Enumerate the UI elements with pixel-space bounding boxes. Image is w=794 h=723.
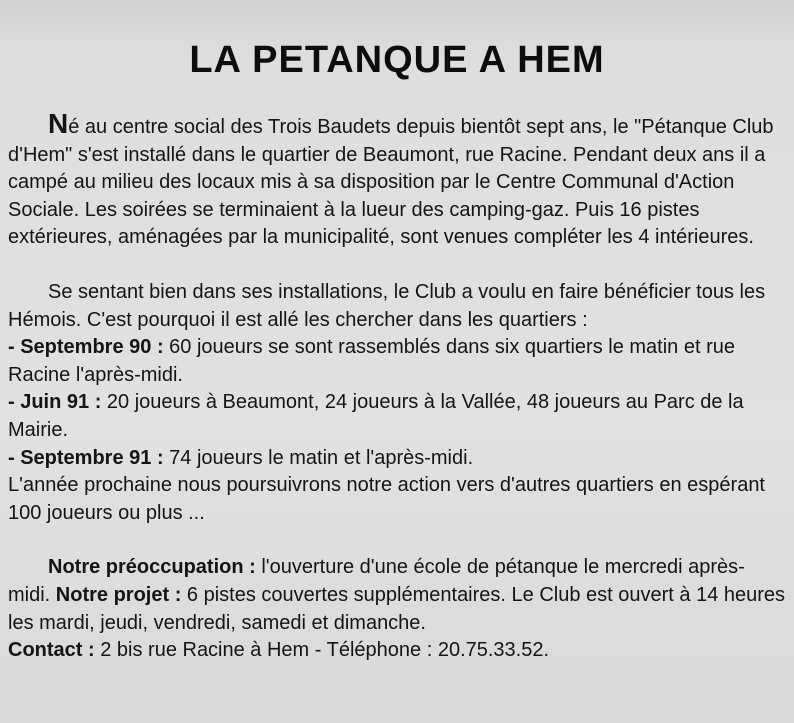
project-text: 6 pistes couvertes supplémentaires. Le Club est ouvert à 14 heures les mardi, jeudi, vendredi, samedi et dimanche. bbox=[8, 583, 786, 634]
list-item-label: - Septembre 90 : bbox=[8, 336, 164, 359]
contact-line bbox=[8, 637, 786, 665]
paragraph-2-intro: Se sentant bien dans ses installations, le Club a voulu en faire bénéficier tous les Hémois. C'est pourquoi il est allé les chercher dans les quartiers : bbox=[8, 280, 766, 331]
concern-text: l'ouverture d'une école de pétanque le mercredi après-midi. bbox=[8, 556, 745, 606]
list-item-text: 20 joueurs à Beaumont, 24 joueurs à la Vallée, 48 joueurs au Parc de la Mairie. bbox=[8, 391, 744, 441]
contact-label: Contact : bbox=[8, 639, 95, 662]
drop-cap: N bbox=[48, 108, 69, 139]
list-item-september-90 bbox=[8, 334, 786, 389]
list-item-text: 74 joueurs le matin et l'après-midi. bbox=[163, 446, 474, 469]
paragraph-2-closing: L'année prochaine nous poursuivrons notre action vers d'autres quartiers en espérant 100 joueurs ou plus ... bbox=[8, 474, 765, 524]
list-item-june-91 bbox=[8, 389, 786, 444]
list-item-label: - Septembre 91 : bbox=[8, 446, 164, 469]
article-title: LA PETANQUE A HEM bbox=[189, 39, 605, 82]
paragraph-3 bbox=[8, 554, 786, 637]
concern-label: Notre préoccupation : bbox=[48, 556, 256, 579]
list-item-label: - Juin 91 : bbox=[8, 391, 102, 414]
paragraph-1 bbox=[8, 108, 786, 252]
paragraph-1-text: é au centre social des Trois Baudets depuis bientôt sept ans, le "Pétanque Club d'Hem" s'est installé dans le quartier de Beaumont, rue Racine. Pendant deux ans il a campé au milieu des locaux mis à sa disposition par le Centre Communal d'Action Sociale. Les soirées se terminaient à la lueur des camping-gaz. Puis 16 pistes extérieures, aménagées par la municipalité, sont venues compléter les 4 intérieures. bbox=[8, 116, 774, 249]
contact-text: 2 bis rue Racine à Hem - Téléphone : 20.75.33.52. bbox=[94, 639, 550, 662]
list-item-september-91 bbox=[8, 445, 786, 473]
article-body bbox=[8, 108, 786, 665]
project-label: Notre projet : bbox=[55, 583, 182, 606]
list-item-text: 60 joueurs se sont rassemblés dans six quartiers le matin et rue Racine l'après-midi. bbox=[8, 336, 735, 386]
